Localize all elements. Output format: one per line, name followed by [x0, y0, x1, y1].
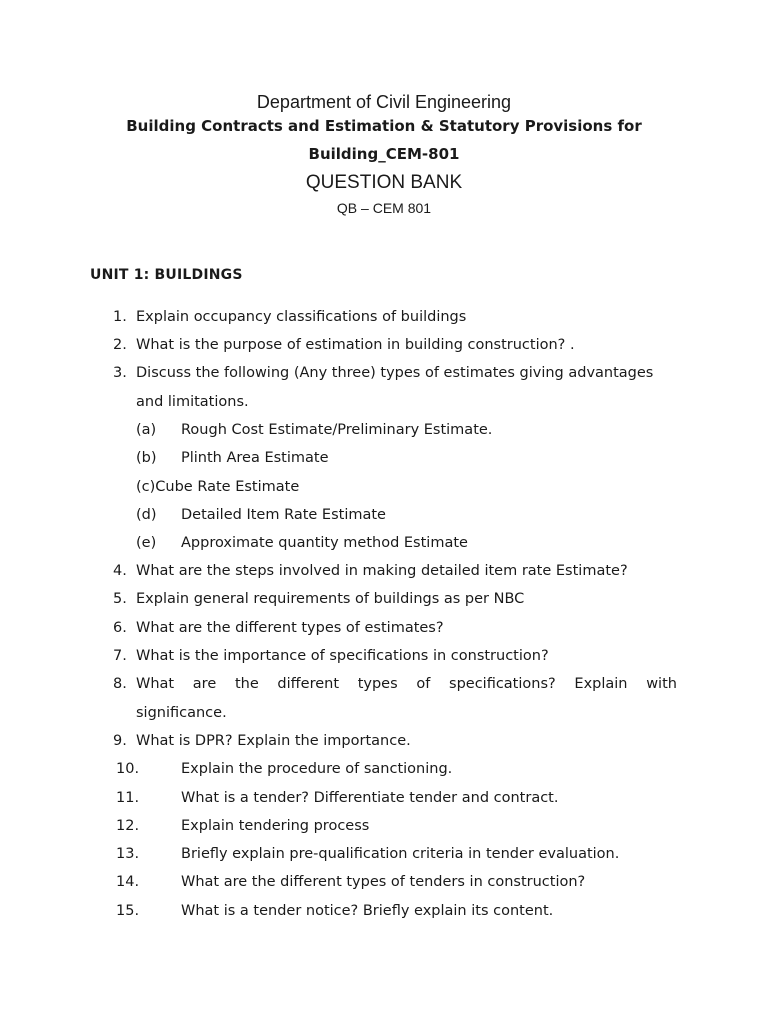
- question-number: 15.: [116, 903, 140, 919]
- word: are: [192, 676, 217, 692]
- question-number: 9.: [113, 733, 127, 749]
- question-number: 13.: [116, 846, 140, 862]
- sub-item-label: (d): [136, 507, 157, 523]
- question-text: Explain the procedure of sanctioning.: [181, 761, 453, 777]
- question-text-justified: [136, 676, 677, 692]
- question-number: 3.: [113, 365, 127, 381]
- word: Explain: [574, 676, 628, 692]
- sub-item-text: Rough Cost Estimate/Preliminary Estimate.: [181, 422, 493, 438]
- course-title-line-1: Building Contracts and Estimation & Statutory Provisions for: [126, 117, 642, 135]
- question-number: 6.: [113, 620, 127, 636]
- question-text-continued: significance.: [136, 705, 227, 721]
- question-number: 1.: [113, 309, 127, 325]
- question-number: 10.: [116, 761, 140, 777]
- question-bank-code: QB – CEM 801: [336, 200, 432, 216]
- sub-item-label: (c)Cube Rate Estimate: [136, 479, 300, 495]
- sub-item-text: Detailed Item Rate Estimate: [181, 507, 386, 523]
- question-number: 7.: [113, 648, 127, 664]
- sub-item-text: Approximate quantity method Estimate: [181, 535, 468, 551]
- question-number: 5.: [113, 591, 127, 607]
- word: What: [136, 676, 175, 692]
- question-text: Explain general requirements of buildings as per NBC: [136, 591, 525, 607]
- question-text: What are the steps involved in making detailed item rate Estimate?: [136, 563, 628, 579]
- word: specifications?: [449, 676, 556, 692]
- sub-item-label: (e): [136, 535, 157, 551]
- sub-item-text: Plinth Area Estimate: [181, 450, 329, 466]
- question-text: Discuss the following (Any three) types of estimates giving advantages: [136, 365, 654, 381]
- course-title-line-2: Building_CEM-801: [308, 145, 460, 163]
- question-text: Briefly explain pre-qualification criteria in tender evaluation.: [181, 846, 620, 862]
- department-heading: Department of Civil Engineering: [256, 92, 512, 112]
- sub-item-label: (b): [136, 450, 157, 466]
- word: of: [416, 676, 431, 692]
- question-text: What is DPR? Explain the importance.: [136, 733, 411, 749]
- question-number: 14.: [116, 874, 140, 890]
- question-number: 2.: [113, 337, 127, 353]
- question-text: Explain occupancy classifications of buildings: [136, 309, 467, 325]
- question-number: 8.: [113, 676, 127, 692]
- question-text: What are the different types of tenders in construction?: [181, 874, 586, 890]
- word: different: [277, 676, 340, 692]
- question-text: What is the importance of specifications in construction?: [136, 648, 549, 664]
- sub-item-label: (a): [136, 422, 157, 438]
- word: the: [234, 676, 259, 692]
- question-text-continued: and limitations.: [136, 394, 249, 410]
- question-number: 4.: [113, 563, 127, 579]
- question-text: What is a tender? Differentiate tender and contract.: [181, 790, 559, 806]
- question-bank-title: QUESTION BANK: [305, 172, 463, 193]
- question-number: 12.: [116, 818, 140, 834]
- question-text: What is a tender notice? Briefly explain its content.: [181, 903, 554, 919]
- question-text: Explain tendering process: [181, 818, 370, 834]
- question-text: What are the different types of estimates?: [136, 620, 444, 636]
- word: types: [357, 676, 398, 692]
- question-text: What is the purpose of estimation in building construction? .: [136, 337, 575, 353]
- question-number: 11.: [116, 790, 140, 806]
- unit-heading: UNIT 1: BUILDINGS: [90, 267, 243, 283]
- word: with: [646, 676, 677, 692]
